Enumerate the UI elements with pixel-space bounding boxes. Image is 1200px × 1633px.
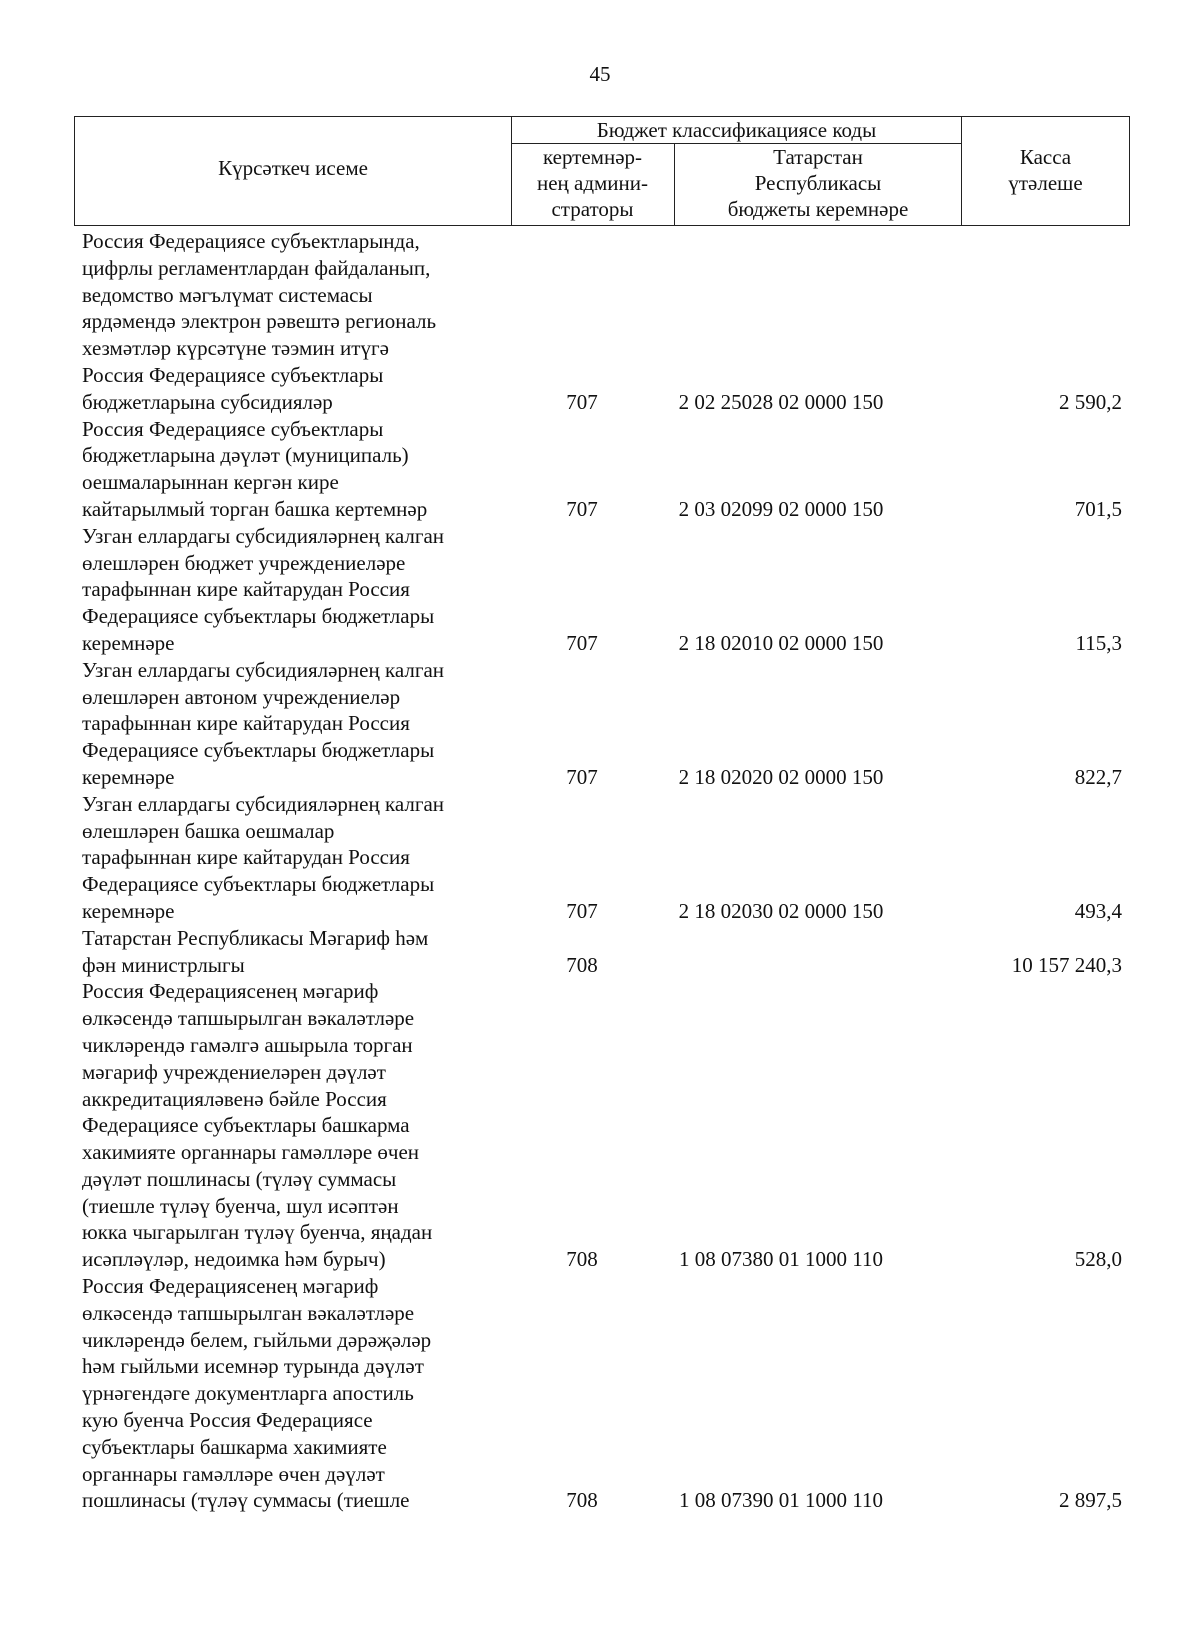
admin-header: кертемнәр- нең админи- страторы [536,145,649,221]
cash-execution-amount: 115,3 [1075,630,1122,655]
cash-execution-amount: 822,7 [1074,764,1122,789]
budget-code-group-header: Бюджет классификациясе коды [596,118,877,142]
indicator-name: Татарстан Республикасы Мәгариф һәм фән министрлыгы [82,925,429,977]
admin-code: 707 [566,630,598,655]
indicator-name-header: Күрсәткеч исеме [218,156,368,180]
table-row [82,925,1122,979]
cash-execution-amount: 493,4 [1074,898,1122,923]
admin-code: 707 [566,764,598,789]
admin-code: 707 [566,496,598,521]
admin-code: 708 [566,952,598,977]
table-row [82,416,1122,523]
revenue-header: Татарстан Республикасы бюджеты керемнәре [727,145,909,221]
table-row [82,228,1122,416]
indicator-name: Россия Федерациясенең мәгариф өлкәсендә тапшырылган вәкаләтләре чикләрендә гамәлгә ашырыла торган мәгариф учреждениеләрен дәүләт аккредитацияләвенә бәйле Россия Федерациясе субъектлары башкарма хакимияте органнары гамәлләре өчен дәүләт пошлинасы (түләү суммасы (тиешле түләү буенча, шул исәптән юкка чыгарылган түләү буенча, яңадан исәпләүләр, недоимка һәм бурыч) [82,979,433,1272]
table-row [82,657,1122,791]
admin-code: 708 [566,1247,598,1272]
table-body [82,228,1122,1514]
indicator-name: Узган еллардагы субсидияләрнең калган өлешләрен автоном учреждениеләр тарафыннан кире кайтарудан Россия Федерациясе субъектлары бюджетлары керемнәре [82,657,445,789]
cash-execution-amount: 2 590,2 [1059,389,1122,414]
revenue-code: 2 02 25028 02 0000 150 [678,389,884,414]
revenue-code: 1 08 07380 01 1000 110 [679,1247,883,1272]
indicator-name: Узган еллардагы субсидияләрнең калган өлешләрен башка оешмалар тарафыннан кире кайтарудан Россия Федерациясе субъектлары бюджетлары керемнәре [82,791,445,923]
admin-code: 708 [566,1488,598,1513]
cash-execution-amount: 528,0 [1074,1247,1122,1272]
revenue-code: 2 18 02020 02 0000 150 [678,764,884,789]
revenue-code: 2 03 02099 02 0000 150 [678,496,884,521]
admin-code: 707 [566,389,598,414]
table-row [82,1273,1122,1514]
table-row [82,978,1122,1273]
indicator-name: Россия Федерациясенең мәгариф өлкәсендә тапшырылган вәкаләтләре чикләрендә белем, гыйльми дәрәҗәләр һәм гыйльми исемнәр турында дәүләт үрнәгендәге документларга апостиль кую буенча Россия Федерациясе субъектлары башкарма хакимияте органнары гамәлләре өчен дәүләт пошлинасы (түләү суммасы (тиешле [82,1274,432,1513]
revenue-code: 2 18 02010 02 0000 150 [678,630,884,655]
cash-execution-amount: 10 157 240,3 [1011,952,1122,977]
indicator-name: Россия Федерациясе субъектлары бюджетларына дәүләт (муниципаль) оешмаларыннан кергән кире кайтарылмый торган башка кертемнәр [82,416,428,521]
indicator-name: Узган еллардагы субсидияләрнең калган өлешләрен бюджет учреждениеләре тарафыннан кире кайтарудан Россия Федерациясе субъектлары бюджетлары керемнәре [82,523,445,655]
indicator-name: Россия Федерациясе субъектларында, цифрлы регламентлардан файдаланып, ведомство мәгълүмат системасы ярдәмендә электрон рәвештә региональ хезмәтләр күрсәтүне тәэмин итүгә Россия Федерациясе субъектлары бюджетларына субсидияләр [82,229,437,414]
cash-execution-amount: 2 897,5 [1059,1488,1122,1513]
revenue-code: 1 08 07390 01 1000 110 [679,1488,883,1513]
amount-header: Касса үтәлеше [1008,145,1083,195]
table-row [82,523,1122,657]
table-row [82,791,1122,925]
revenue-code: 2 18 02030 02 0000 150 [678,898,884,923]
admin-code: 707 [566,898,598,923]
table-header [74,116,1130,226]
cash-execution-amount: 701,5 [1074,496,1122,521]
page-number: 45 [589,62,611,86]
